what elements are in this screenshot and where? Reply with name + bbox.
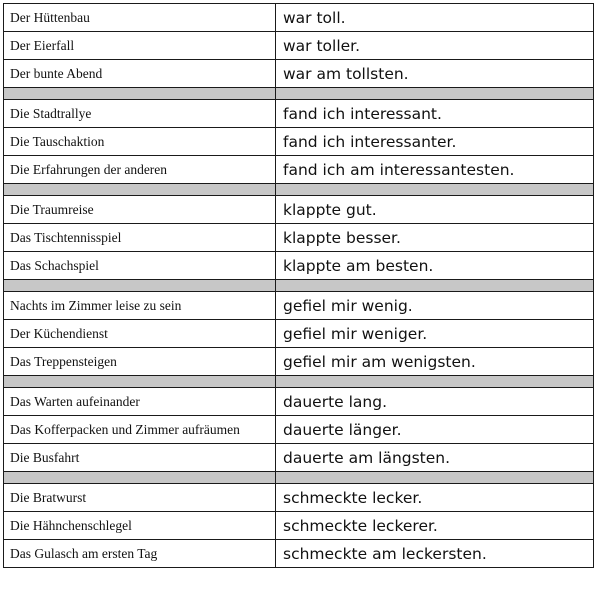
subject-cell: Das Warten aufeinander <box>4 388 276 416</box>
subject-cell: Der Hüttenbau <box>4 4 276 32</box>
table-row <box>4 128 594 156</box>
comparison-table <box>3 3 594 568</box>
group-separator <box>4 376 594 388</box>
subject-cell: Die Traumreise <box>4 196 276 224</box>
group-separator <box>4 472 594 484</box>
table-row <box>4 196 594 224</box>
predicate-cell: klappte besser. <box>276 224 594 252</box>
subject-cell: Die Erfahrungen der anderen <box>4 156 276 184</box>
table-row <box>4 540 594 568</box>
table-row <box>4 320 594 348</box>
predicate-cell: war toller. <box>276 32 594 60</box>
table-row <box>4 60 594 88</box>
subject-cell: Der Küchendienst <box>4 320 276 348</box>
table-row <box>4 388 594 416</box>
separator-cell <box>4 376 276 388</box>
predicate-cell: klappte gut. <box>276 196 594 224</box>
predicate-cell: fand ich interessanter. <box>276 128 594 156</box>
table-row <box>4 156 594 184</box>
subject-cell: Nachts im Zimmer leise zu sein <box>4 292 276 320</box>
table-row <box>4 224 594 252</box>
predicate-cell: gefiel mir wenig. <box>276 292 594 320</box>
predicate-cell: schmeckte leckerer. <box>276 512 594 540</box>
predicate-cell: klappte am besten. <box>276 252 594 280</box>
table-row <box>4 4 594 32</box>
separator-cell <box>276 88 594 100</box>
comparison-table-body <box>4 4 594 568</box>
table-row <box>4 444 594 472</box>
group-separator <box>4 280 594 292</box>
predicate-cell: war toll. <box>276 4 594 32</box>
subject-cell: Die Busfahrt <box>4 444 276 472</box>
predicate-cell: dauerte lang. <box>276 388 594 416</box>
predicate-cell: schmeckte lecker. <box>276 484 594 512</box>
separator-cell <box>4 184 276 196</box>
separator-cell <box>276 472 594 484</box>
table-row <box>4 32 594 60</box>
predicate-cell: dauerte am längsten. <box>276 444 594 472</box>
subject-cell: Der bunte Abend <box>4 60 276 88</box>
group-separator <box>4 184 594 196</box>
subject-cell: Das Treppensteigen <box>4 348 276 376</box>
table-row <box>4 348 594 376</box>
predicate-cell: gefiel mir weniger. <box>276 320 594 348</box>
predicate-cell: fand ich interessant. <box>276 100 594 128</box>
subject-cell: Das Kofferpacken und Zimmer aufräumen <box>4 416 276 444</box>
table-row <box>4 100 594 128</box>
subject-cell: Das Schachspiel <box>4 252 276 280</box>
subject-cell: Die Stadtrallye <box>4 100 276 128</box>
table-row <box>4 512 594 540</box>
predicate-cell: schmeckte am leckersten. <box>276 540 594 568</box>
subject-cell: Das Tischtennisspiel <box>4 224 276 252</box>
separator-cell <box>4 88 276 100</box>
separator-cell <box>276 184 594 196</box>
table-row <box>4 484 594 512</box>
group-separator <box>4 88 594 100</box>
subject-cell: Das Gulasch am ersten Tag <box>4 540 276 568</box>
subject-cell: Die Tauschaktion <box>4 128 276 156</box>
separator-cell <box>4 280 276 292</box>
subject-cell: Der Eierfall <box>4 32 276 60</box>
predicate-cell: war am tollsten. <box>276 60 594 88</box>
subject-cell: Die Hähnchenschlegel <box>4 512 276 540</box>
table-row <box>4 252 594 280</box>
separator-cell <box>4 472 276 484</box>
predicate-cell: dauerte länger. <box>276 416 594 444</box>
separator-cell <box>276 376 594 388</box>
separator-cell <box>276 280 594 292</box>
predicate-cell: fand ich am interessantesten. <box>276 156 594 184</box>
predicate-cell: gefiel mir am wenigsten. <box>276 348 594 376</box>
subject-cell: Die Bratwurst <box>4 484 276 512</box>
table-row <box>4 416 594 444</box>
table-row <box>4 292 594 320</box>
